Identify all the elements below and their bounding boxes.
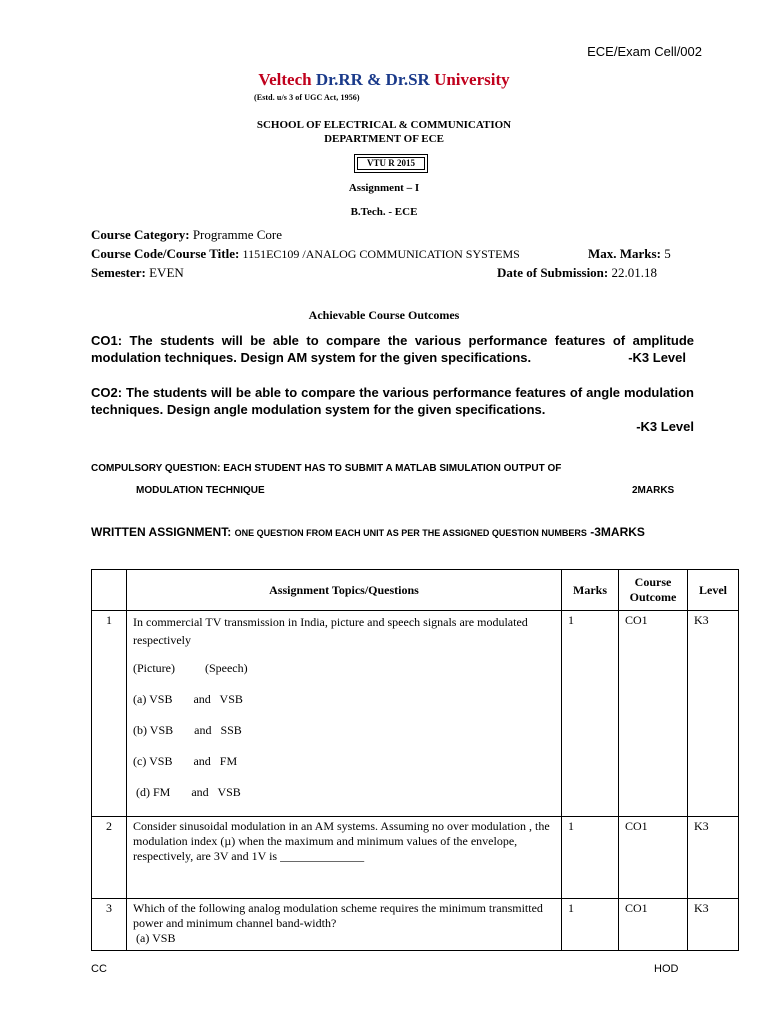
table-row (92, 899, 739, 951)
course-category (91, 227, 282, 243)
row-marks: 1 (562, 817, 619, 899)
course-outcome-2-level: -K3 Level (636, 419, 694, 434)
row-number: 1 (92, 611, 127, 817)
max-marks-label: Max. Marks: (588, 246, 661, 261)
table-row (92, 611, 739, 817)
header-marks: Marks (562, 570, 619, 611)
compulsory-question-line2: MODULATION TECHNIQUE (136, 485, 265, 496)
question-text: In commercial TV transmission in India, picture and speech signals are modulated respectively (133, 615, 528, 647)
option-c: (c) VSB and FM (133, 754, 238, 768)
university-name-part3: University (434, 70, 510, 89)
header-number (92, 570, 127, 611)
course-category-value: Programme Core (192, 227, 282, 242)
row-outcome: CO1 (619, 817, 688, 899)
assignment-title: Assignment – I (348, 182, 420, 194)
header-level: Level (688, 570, 739, 611)
option-heading: (Picture) (Speech) (133, 661, 248, 675)
option-a: (a) VSB (133, 931, 176, 945)
department-name: DEPARTMENT OF ECE (324, 133, 444, 145)
table-header-row (92, 570, 739, 611)
establishment-note: (Estd. u/s 3 of UGC Act, 1956) (254, 93, 360, 102)
program-title: B.Tech. - ECE (350, 206, 418, 218)
assignment-table (91, 569, 739, 951)
course-outcome-2 (91, 384, 694, 435)
course-code (91, 246, 520, 262)
submission-date-value: 22.01.18 (611, 265, 657, 280)
table-row (92, 817, 739, 899)
course-code-label: Course Code/Course Title: (91, 246, 240, 261)
max-marks (588, 246, 671, 262)
row-level: K3 (688, 899, 739, 951)
row-question (127, 611, 562, 817)
option-a: (a) VSB and VSB (133, 692, 243, 706)
max-marks-value: 5 (664, 246, 671, 261)
row-number: 2 (92, 817, 127, 899)
written-assignment-marks: -3MARKS (590, 525, 645, 539)
question-text: Which of the following analog modulation scheme requires the minimum transmitted power and minimum channel band-width? (133, 901, 543, 930)
option-b: (b) VSB and SSB (133, 723, 242, 737)
written-assignment (91, 525, 645, 539)
row-level: K3 (688, 817, 739, 899)
course-category-label: Course Category: (91, 227, 190, 242)
semester-value: EVEN (149, 265, 184, 280)
compulsory-question-line1: COMPULSORY QUESTION: EACH STUDENT HAS TO SUBMIT A MATLAB SIMULATION OUTPUT OF (91, 463, 562, 474)
row-level: K3 (688, 611, 739, 817)
course-outcome-1 (91, 332, 694, 366)
row-question (127, 899, 562, 951)
option-d: (d) FM and VSB (133, 785, 241, 799)
university-name-part2: Dr.RR & Dr.SR (315, 70, 430, 89)
footer-hod: HOD (654, 963, 679, 975)
compulsory-question-marks: 2MARKS (632, 485, 675, 496)
course-outcome-2-text: CO2: The students will be able to compare the various performance features of angle modulation techniques. Design angle modulation system for the given specifications. (91, 385, 694, 417)
course-code-value: 1151EC109 /ANALOG COMMUNICATION SYSTEMS (242, 247, 520, 261)
university-name (0, 70, 768, 90)
written-assignment-label: WRITTEN ASSIGNMENT: (91, 525, 232, 539)
university-name-part1: Veltech (258, 70, 312, 89)
header-topic: Assignment Topics/Questions (127, 570, 562, 611)
course-outcome-1-text: CO1: The students will be able to compare the various performance features of amplitude modulation techniques. Design AM system for the given specifications. (91, 333, 694, 365)
submission-date-label: Date of Submission: (497, 265, 609, 280)
school-heading (0, 118, 768, 146)
course-outcome-1-level: -K3 Level (628, 350, 686, 365)
row-marks: 1 (562, 899, 619, 951)
row-outcome: CO1 (619, 899, 688, 951)
row-outcome: CO1 (619, 611, 688, 817)
footer-cc: CC (91, 963, 107, 975)
row-number: 3 (92, 899, 127, 951)
outcomes-title: Achievable Course Outcomes (308, 308, 460, 322)
row-marks: 1 (562, 611, 619, 817)
semester-label: Semester: (91, 265, 146, 280)
regulation-badge: VTU R 2015 (354, 154, 428, 173)
submission-date (497, 265, 657, 281)
document-reference: ECE/Exam Cell/002 (587, 44, 702, 59)
school-name: SCHOOL OF ELECTRICAL & COMMUNICATION (256, 119, 512, 131)
row-question: Consider sinusoidal modulation in an AM systems. Assuming no over modulation , the modulation index (µ) when the maximum and minimum values of the envelope, respectively, are 3V and 1V is ______________ (127, 817, 562, 899)
written-assignment-text: ONE QUESTION FROM EACH UNIT AS PER THE ASSIGNED QUESTION NUMBERS (234, 528, 587, 538)
header-outcome: Course Outcome (619, 570, 688, 611)
semester (91, 265, 184, 281)
